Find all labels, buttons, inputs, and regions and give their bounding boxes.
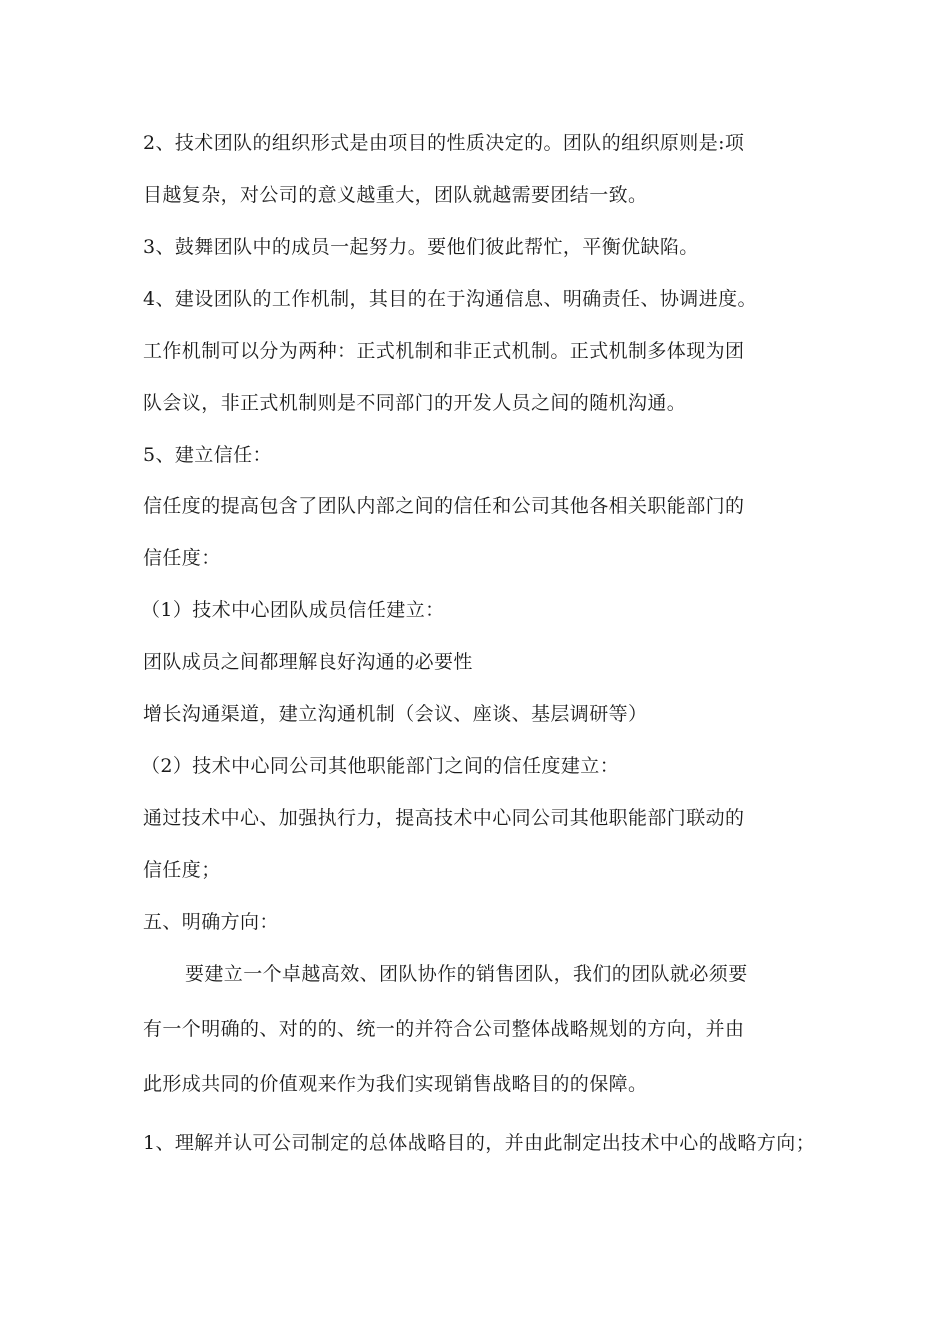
paragraph-line: 通过技术中心、加强执行力，提高技术中心同公司其他职能部门联动的 — [143, 807, 745, 829]
subsection-heading: （1）技术中心团队成员信任建立： — [141, 599, 445, 621]
paragraph-line: 4、建设团队的工作机制，其目的在于沟通信息、明确责任、协调进度。 — [143, 288, 757, 310]
paragraph-line: 信任度的提高包含了团队内部之间的信任和公司其他各相关职能部门的 — [143, 495, 745, 517]
paragraph-line: 增长沟通渠道，建立沟通机制（会议、座谈、基层调研等） — [143, 703, 648, 725]
paragraph-line: 1、理解并认可公司制定的总体战略目的，并由此制定出技术中心的战略方向； — [143, 1132, 816, 1154]
paragraph-line: 2、技术团队的组织形式是由项目的性质决定的。团队的组织原则是:项 — [143, 132, 745, 154]
paragraph-line: 要建立一个卓越高效、团队协作的销售团队，我们的团队就必须要 — [185, 963, 748, 985]
paragraph-line: 有一个明确的、对的的、统一的并符合公司整体战略规划的方向，并由 — [143, 1018, 745, 1040]
paragraph-line: 信任度： — [143, 547, 221, 569]
subsection-heading: （2）技术中心同公司其他职能部门之间的信任度建立： — [141, 755, 620, 777]
section-heading: 5、建立信任： — [143, 444, 272, 466]
section-heading: 五、明确方向： — [143, 911, 279, 933]
paragraph-line: 工作机制可以分为两种：正式机制和非正式机制。正式机制多体现为团 — [143, 340, 745, 362]
paragraph-line: 团队成员之间都理解良好沟通的必要性 — [143, 651, 473, 673]
paragraph-line: 3、鼓舞团队中的成员一起努力。要他们彼此帮忙，平衡优缺陷。 — [143, 236, 699, 258]
paragraph-line: 信任度； — [143, 859, 221, 881]
paragraph-line: 此形成共同的价值观来作为我们实现销售战略目的的保障。 — [143, 1073, 648, 1095]
paragraph-line: 目越复杂，对公司的意义越重大，团队就越需要团结一致。 — [143, 184, 648, 206]
paragraph-line: 队会议，非正式机制则是不同部门的开发人员之间的随机沟通。 — [143, 392, 687, 414]
